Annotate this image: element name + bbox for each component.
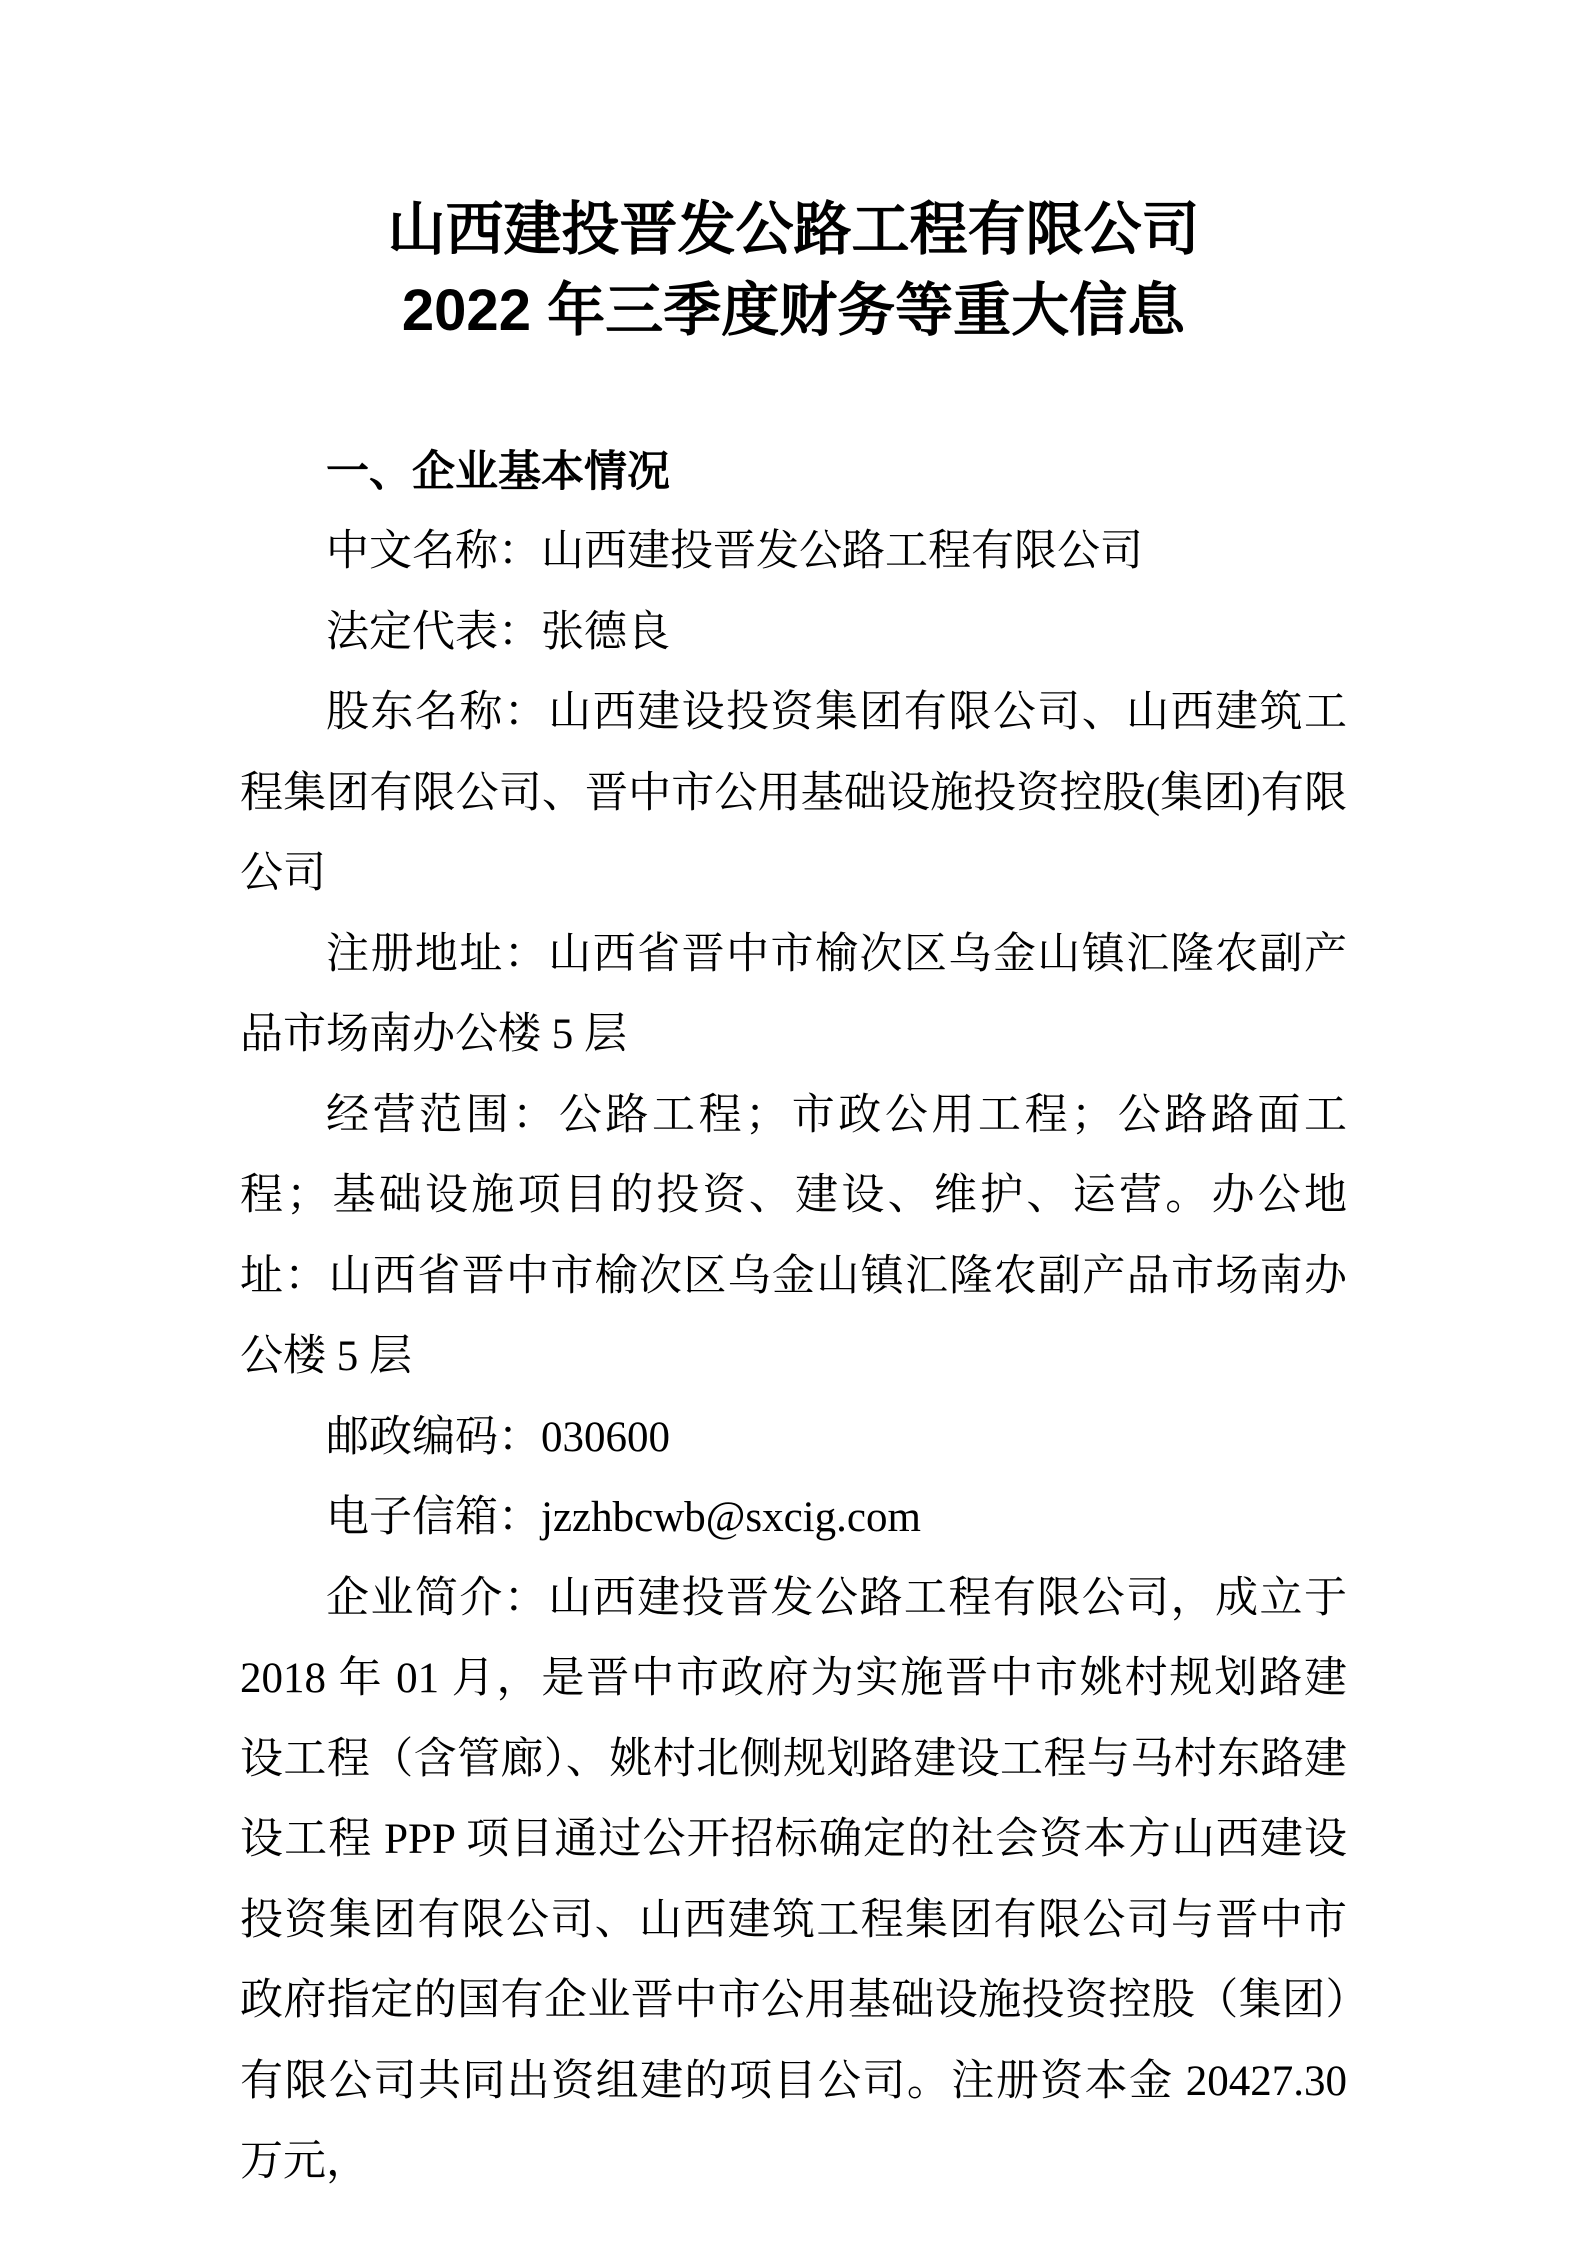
paragraph-postal-code: 邮政编码：030600 xyxy=(326,1413,670,1461)
page-title-line-1: 山西建投晋发公路工程有限公司 xyxy=(387,197,1200,262)
paragraph-chinese-name: 中文名称：山西建投晋发公路工程有限公司 xyxy=(326,528,1143,575)
paragraph-company-profile: 企业简介：山西建投晋发公路工程有限公司，成立于 2018 年 01 月，是晋中市政府为实施晋中市姚村规划路建设工程（含管廊）、姚村北侧规划路建设工程与马村东路建设工程 PPP 项目通过公开招标确定的社会资本方山西建设投资集团有限公司、山西建筑工程集团有限公司与晋中市政府指定的国有企业晋中市公用基础设施投资控股（集团）有限公司共同出资组建的项目公司。注册资本金 20427.30 万元， xyxy=(240,1574,1347,2185)
paragraph-shareholder-names: 股东名称：山西建设投资集团有限公司、山西建筑工程集团有限公司、晋中市公用基础设施投资控股(集团)有限公司 xyxy=(240,689,1347,897)
page-title-line-2: 2022 年三季度财务等重大信息 xyxy=(401,277,1186,343)
title-heading-spacer xyxy=(240,351,1347,432)
paragraph-registered-address: 注册地址：山西省晋中市榆次区乌金山镇汇隆农副产品市场南办公楼 5 层 xyxy=(240,930,1347,1058)
paragraph-legal-representative: 法定代表：张德良 xyxy=(326,608,670,656)
paragraph-email: 电子信箱：jzzhbcwb@sxcig.com xyxy=(326,1494,921,1541)
section-heading-basic-info: 一、企业基本情况 xyxy=(326,447,670,496)
paragraph-business-scope: 经营范围：公路工程；市政公用工程；公路路面工程；基础设施项目的投资、建设、维护、运营。办公地址：山西省晋中市榆次区乌金山镇汇隆农副产品市场南办公楼 5 层 xyxy=(240,1091,1347,1380)
